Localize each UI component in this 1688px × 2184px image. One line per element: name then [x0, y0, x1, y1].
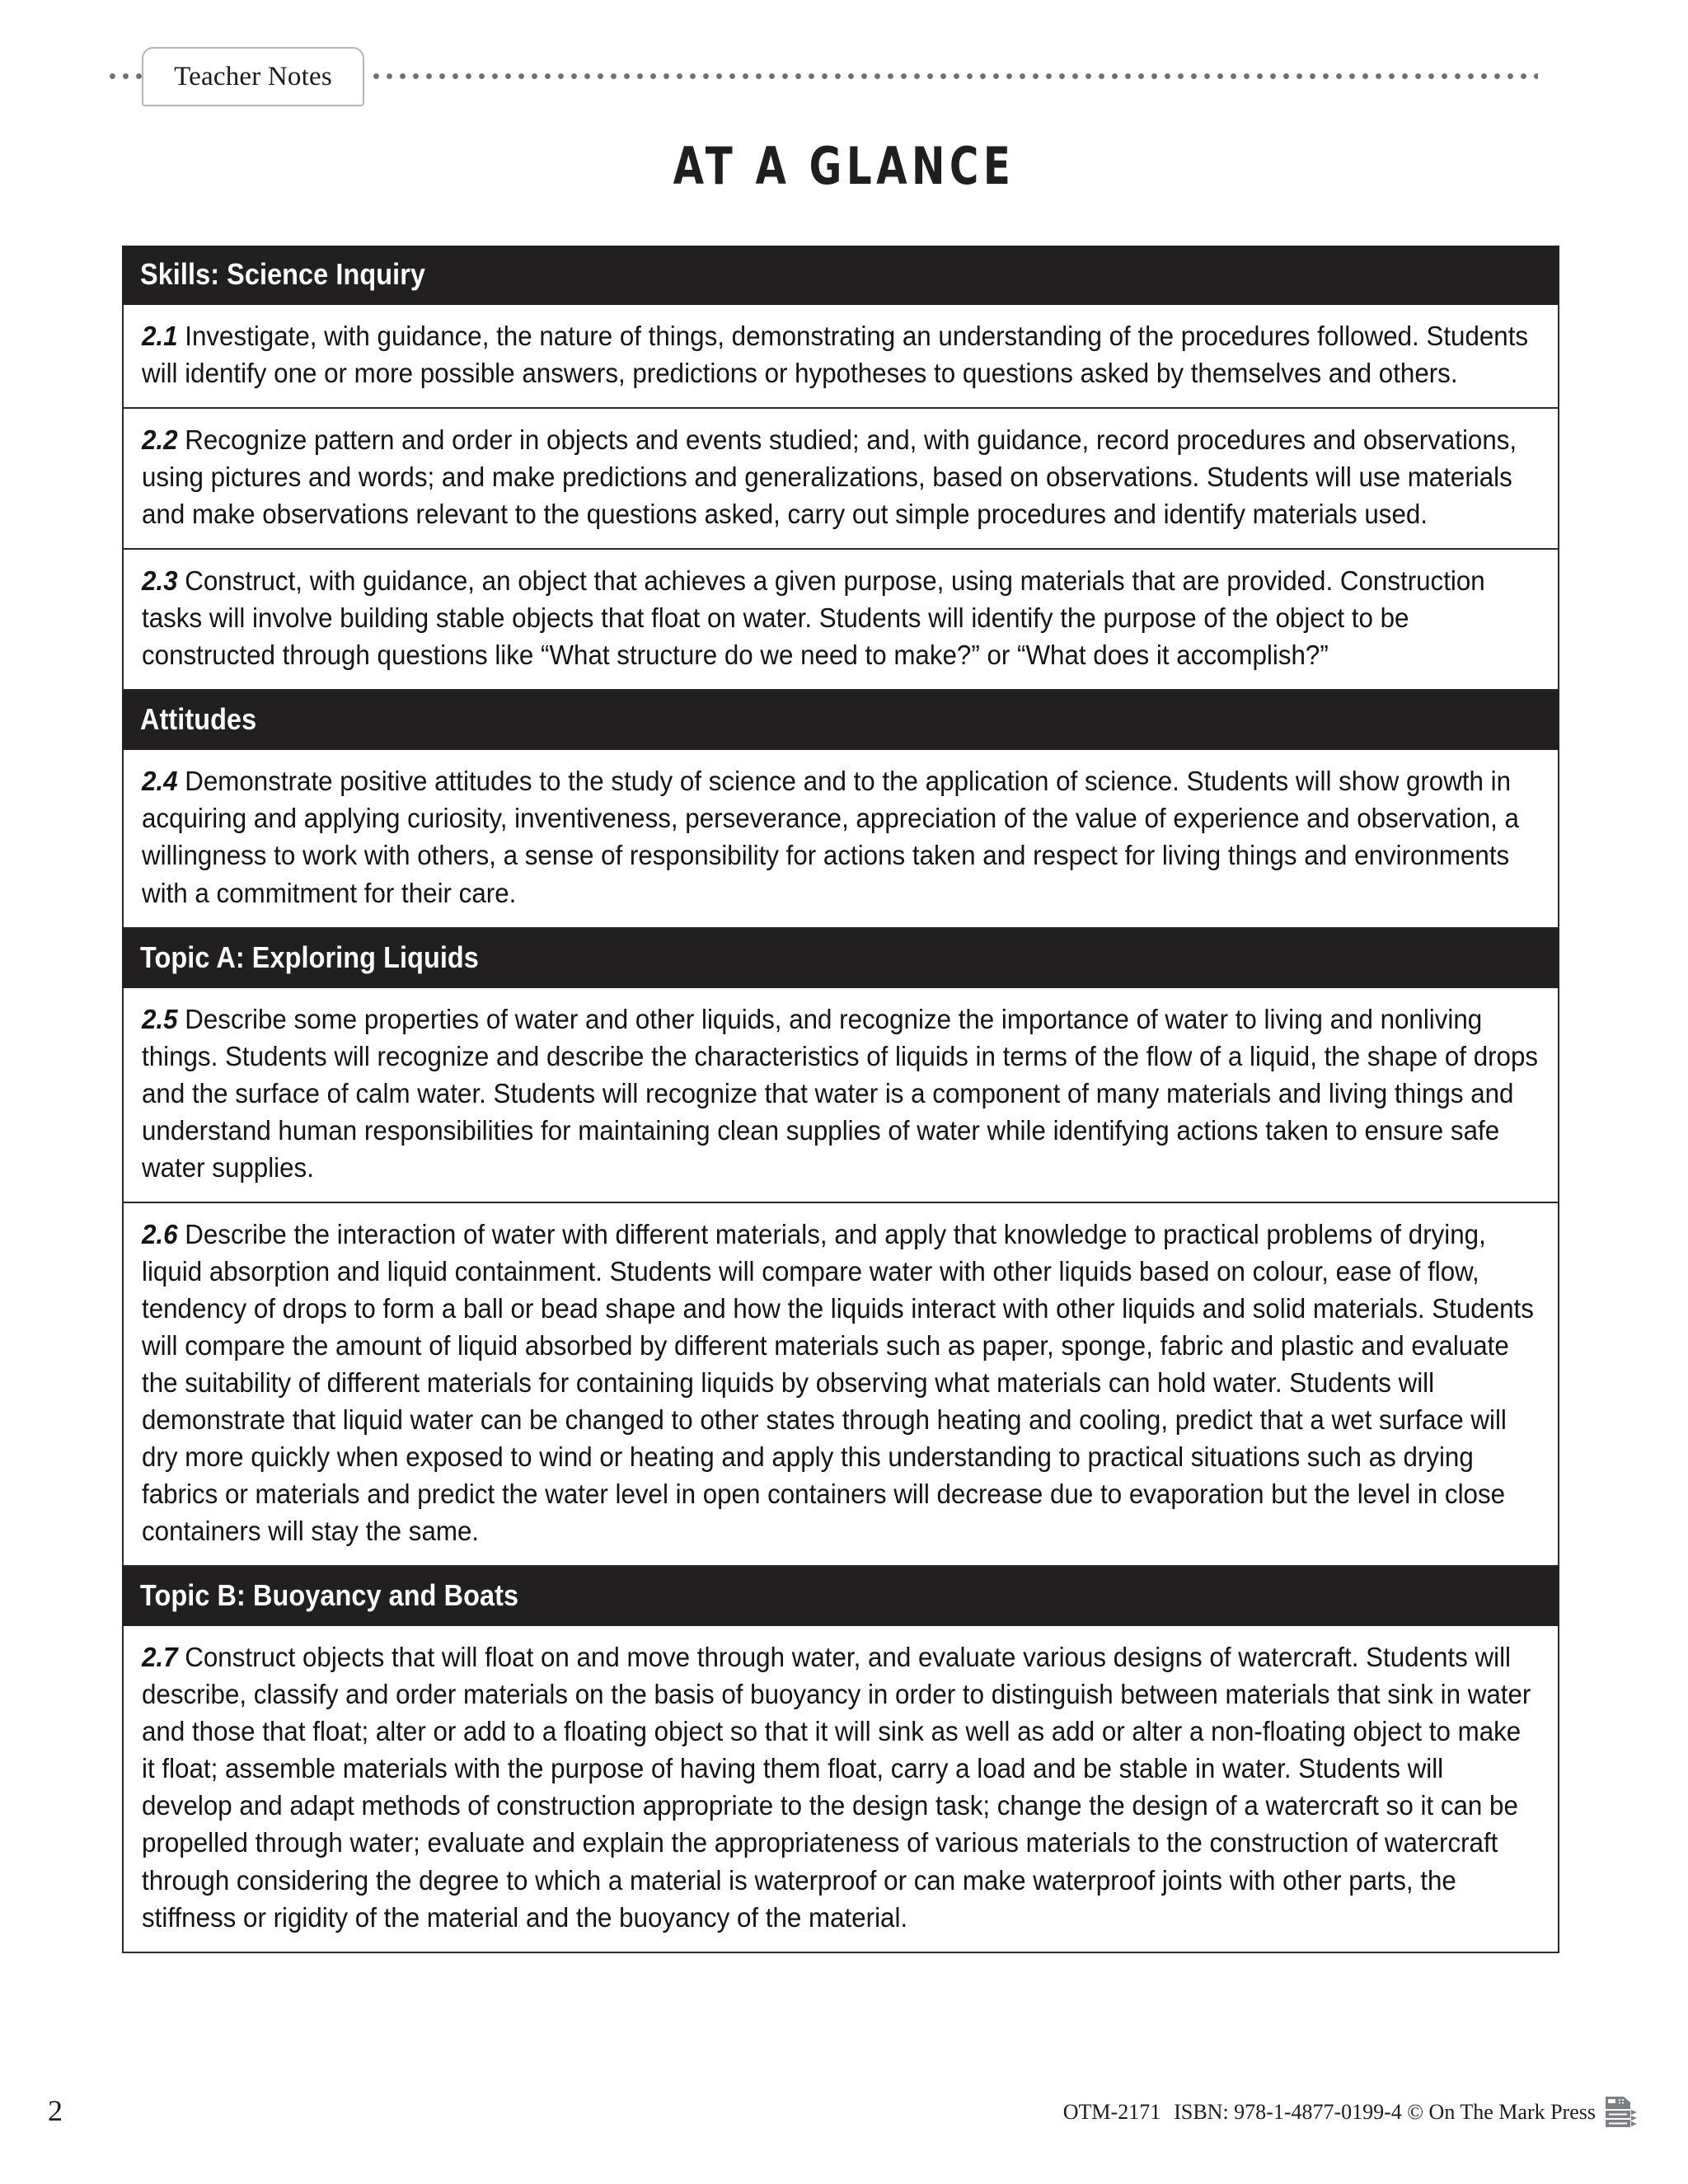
outcome-row [122, 988, 1559, 1203]
outcome-row [122, 1203, 1559, 1567]
printer-icon [1604, 2095, 1640, 2128]
outcome-body: Recognize pattern and order in objects and events studied; and, with guidance, record procedures and observations, using pictures and words; and make predictions and generalizations, based on observations. Students will use materials and make observations relevant to the questions asked, carry out simple procedures and identify materials used. [142, 425, 1517, 531]
dotted-rule-left-icon [109, 73, 143, 80]
outcome-body: Investigate, with guidance, the nature of things, demonstrating an understanding of the procedures followed. Students will identify one or more possible answers, predictions or hypotheses to questions asked by themselves and others. [142, 321, 1529, 390]
section-header-topic-a [122, 929, 1559, 988]
section-header-skills-science-inquiry [122, 246, 1559, 305]
outcome-number: 2.2 [142, 425, 178, 457]
outcome-number: 2.5 [142, 1004, 178, 1035]
outcome-text [142, 563, 1540, 674]
section-header-label: Attitudes [140, 702, 257, 737]
teacher-notes-tab-label: Teacher Notes [174, 61, 332, 91]
section-header-topic-b [122, 1567, 1559, 1626]
outcome-row [122, 305, 1559, 409]
outcome-body: Construct, with guidance, an object that achieves a given purpose, using materials that are provided. Construction tasks will involve building stable objects that float on water. Students will identify the purpose of the object to be constructed through questions like “What structure do we need to make?” or “What does it accomplish?” [142, 566, 1485, 672]
outcome-text [142, 1639, 1540, 1936]
section-header-attitudes [122, 691, 1559, 750]
outcome-number: 2.4 [142, 766, 178, 798]
outcome-number: 2.7 [142, 1643, 178, 1674]
outcome-row [122, 1626, 1559, 1952]
page-number: 2 [48, 2094, 63, 2127]
outcome-body: Construct objects that will float on and move through water, and evaluate various designs of watercraft. Students will describe, classify and order materials on the basis of buoyancy in order to distinguish between materials that sink in water and those that float; alter or add to a floating object so that it will sink as well as add or alter a non-floating object to make it float; assemble materials with the purpose of having them float, carry a load and be stable in water. Students will develop and adapt methods of construction appropriate to the design task; change the design of a watercraft so it can be propelled through water; evaluate and explain the appropriateness of various materials to the construction of watercraft through considering the degree to which a material is waterproof or can make waterproof joints with other parts, the stiffness or rigidity of the material and the buoyancy of the material. [142, 1643, 1531, 1933]
outcome-text [142, 422, 1540, 533]
outcome-text [142, 318, 1540, 392]
outcome-text [142, 1216, 1540, 1550]
product-code: OTM-2171 [1062, 2100, 1161, 2124]
copyright-text: © On The Mark Press [1407, 2100, 1596, 2124]
outcome-row [122, 550, 1559, 691]
footer-credit [1063, 2100, 1596, 2125]
outcome-body: Describe some properties of water and other liquids, and recognize the importance of water to living and nonliving things. Students will recognize and describe the characteristics of liquids in terms of the flow of a liquid, the shape of drops and the surface of calm water. Students will recognize that water is a component of many materials and living things and understand human responsibilities for maintaining clean supplies of water while identifying actions taken to ensure safe water supplies. [142, 1004, 1539, 1183]
section-header-label: Topic A: Exploring Liquids [140, 940, 479, 974]
outcome-text [142, 1001, 1540, 1187]
isbn-text: ISBN: 978-1-4877-0199-4 [1174, 2100, 1402, 2124]
page-footer [0, 2093, 1688, 2151]
dotted-rule-right-icon [373, 73, 1538, 80]
outcome-number: 2.3 [142, 566, 178, 598]
teacher-notes-tab[interactable] [142, 47, 364, 106]
outcome-number: 2.6 [142, 1219, 178, 1250]
outcome-body: Describe the interaction of water with different materials, and apply that knowledge to practical problems of drying, liquid absorption and liquid containment. Students will compare water with other liquids based on colour, ease of flow, tendency of drops to form a ball or bead shape and how the liquids interact with other liquids and solid materials. Students will compare the amount of liquid absorbed by different materials such as paper, sponge, fabric and plastic and evaluate the suitability of different materials for containing liquids by observing what materials can hold water. Students will demonstrate that liquid water can be changed to other states through heating and cooling, predict that a wet surface will dry more quickly when exposed to wind or heating and apply this understanding to practical situations such as drying fabrics or materials and predict the water level in open containers will decrease due to evaporation but the level in close containers will stay the same. [142, 1219, 1534, 1548]
page-header [0, 43, 1688, 109]
outcome-text [142, 763, 1540, 912]
page-title: AT A GLANCE [673, 136, 1015, 196]
at-a-glance-table [122, 246, 1559, 1953]
outcome-row [122, 750, 1559, 928]
section-header-label: Skills: Science Inquiry [140, 257, 426, 291]
section-header-label: Topic B: Buoyancy and Boats [140, 1578, 519, 1613]
outcome-body: Demonstrate positive attitudes to the study of science and to the application of science. Students will show growth in acquiring and applying curiosity, inventiveness, perseverance, appreciation of the value of experience and observation, a willingness to work with others, a sense of responsibility for actions taken and respect for living things and environments with a commitment for their care. [142, 766, 1519, 909]
outcome-number: 2.1 [142, 321, 178, 352]
outcome-row [122, 409, 1559, 550]
